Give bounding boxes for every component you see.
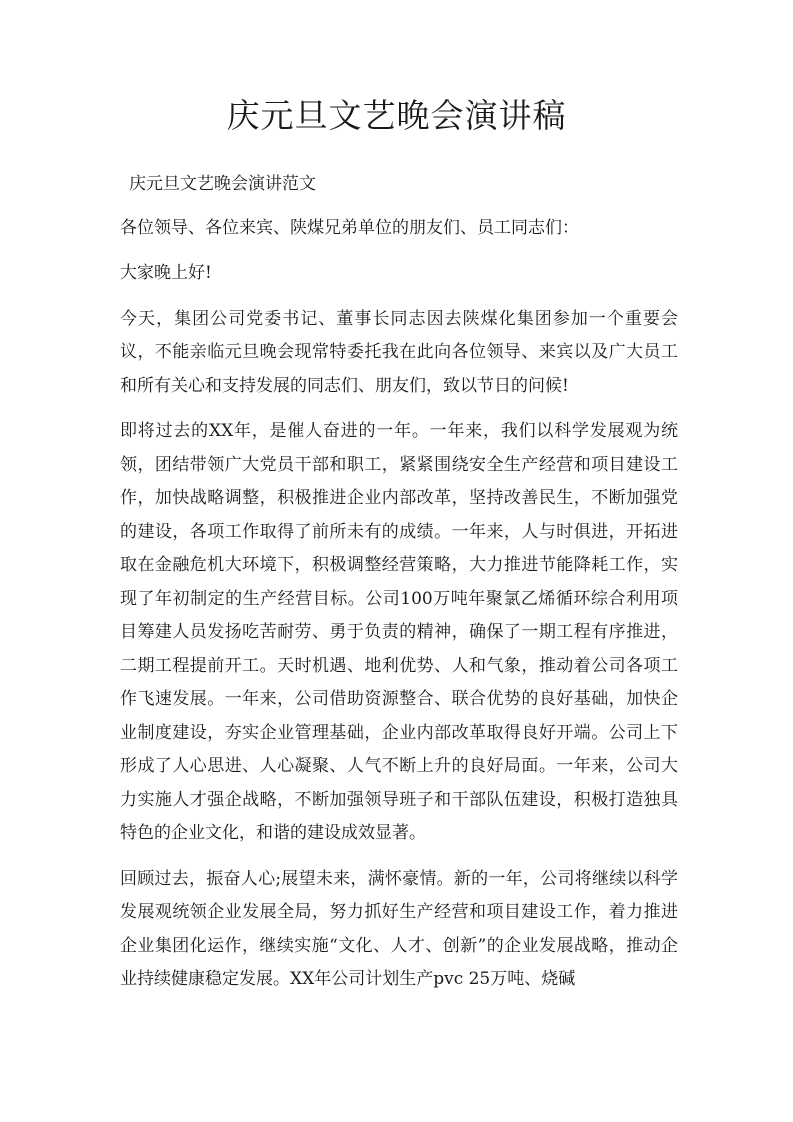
paragraph-outlook: 回顾过去，振奋人心;展望未来，满怀豪情。新的一年，公司将继续以科学发展观统领企业发展全局，努力抓好生产经营和项目建设工作，着力推进企业集团化运作，继续实施“文化、人才、创新”的企业发展战略，推动企业持续健康稳定发展。XX年公司计划生产pvc 25万吨、烧碱 bbox=[120, 868, 678, 989]
document-title: 庆元旦文艺晚会演讲稿 bbox=[226, 96, 567, 135]
document-subtitle: 庆元旦文艺晚会演讲范文 bbox=[129, 174, 316, 194]
paragraph-review: 即将过去的XX年，是催人奋进的一年。一年来，我们以科学发展观为统领，团结带领广大党员干部和职工，紧紧围绕安全生产经营和项目建设工作，加快战略调整，积极推进企业内部改革，坚持改善民生，不断加强党的建设，各项工作取得了前所未有的成绩。一年来，人与时俱进，开拓进取在金融危机大环境下，积极调整经营策略，大力推进节能降耗工作，实现了年初制定的生产经营目标。公司100万吨年聚氯乙烯循环综合利用项目筹建人员发扬吃苦耐劳、勇于负责的精神，确保了一期工程有序推进，二期工程提前开工。天时机遇、地利优势、人和气象，推动着公司各项工作飞速发展。一年来，公司借助资源整合、联合优势的良好基础，加快企业制度建设，夯实企业管理基础，企业内部改革取得良好开端。公司上下形成了人心思进、人心凝聚、人气不断上升的良好局面。一年来，公司大力实施人才强企战略，不断加强领导班子和干部队伍建设，积极打造独具特色的企业文化，和谐的建设成效显著。 bbox=[120, 421, 678, 843]
paragraph-opening: 今天，集团公司党委书记、董事长同志因去陕煤化集团参加一个重要会议，不能亲临元旦晚会现常特委托我在此向各位领导、来宾以及广大员工和所有关心和支持发展的同志们、朋友们，致以节日的问候! bbox=[120, 308, 678, 396]
document-body bbox=[120, 168, 678, 1009]
paragraph-greeting: 大家晚上好! bbox=[120, 263, 212, 283]
paragraph-salutation: 各位领导、各位来宾、陕煤兄弟单位的朋友们、员工同志们： bbox=[120, 217, 579, 238]
